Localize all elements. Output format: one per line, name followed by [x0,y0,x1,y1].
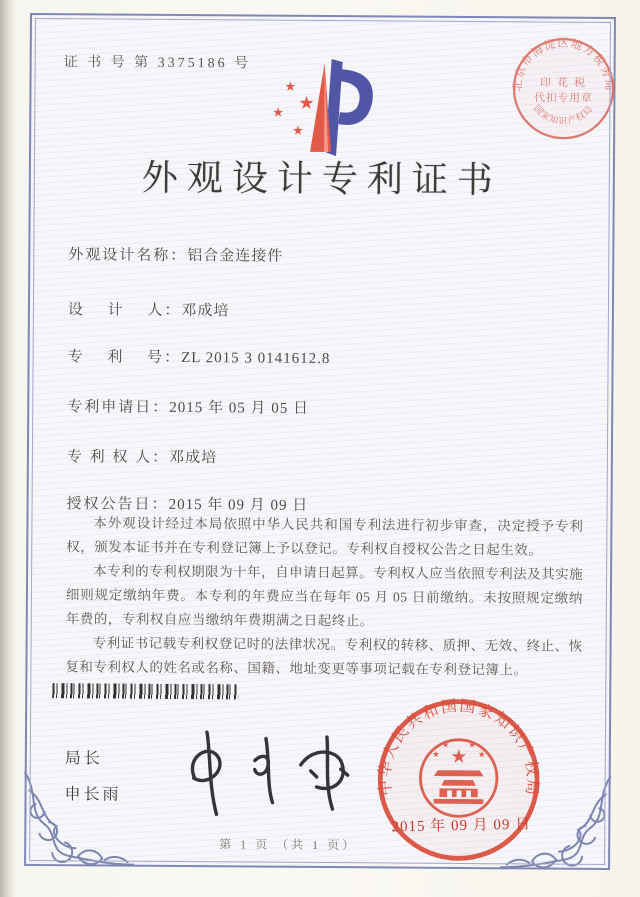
page-footer: 第 1 页 （共 1 页） [219,837,358,853]
tax-stamp-line2: 代扣专用章 [534,92,593,105]
signer-title: 局长 [64,750,103,768]
certificate-title: 外观设计专利证书 [141,157,502,201]
corner-flourish-icon [18,764,137,877]
legal-text [65,511,583,683]
svg-text:★: ★ [468,739,477,750]
svg-text:★: ★ [292,122,304,138]
field-application-date: 专利申请日：2015 年 05 月 05 日 [67,399,310,417]
tax-stamp-line1: 印 花 税 [540,76,587,90]
svg-text:★: ★ [432,748,440,759]
tax-stamp-arc-bottom: 国家知识产权局 [531,103,595,126]
cnipa-patent-logo-icon [254,55,395,161]
certificate-fields [66,233,588,514]
tax-withholding-stamp [509,34,618,143]
certificate-number: 证 书 号 第 3375186 号 [63,55,252,72]
field-design-name: 外观设计名称：铝合金连接件 [68,247,284,265]
field-patent-number: 专 利 号：ZL 2015 3 0141612.8 [67,349,331,368]
svg-text:★: ★ [441,739,450,750]
corner-flourish-icon [498,767,617,880]
field-designer: 设 计 人：邓成培 [67,302,230,320]
paragraph-2: 本专利的专利权期限为十年，自申请日起算。专利权人应当依照专利法及其实施细则规定缴纳年费。本专利的年费应当在每年 05 月 05 日前缴纳。未按照规定缴纳年费的，专利权自应当缴纳年费期满之日起终止。 [65,563,584,629]
svg-text:★: ★ [272,104,285,120]
certificate-frame [24,13,616,870]
paragraph-3: 专利证书记载专利权登记时的法律状况。专利权的转移、质押、无效、终止、恢复和专利权人的姓名或名称、国籍、地址变更等事项记载在专利登记簿上。 [65,635,583,678]
svg-text:★: ★ [450,746,468,768]
director-signature [166,726,377,822]
field-grant-date: 授权公告日：2015 年 09 月 09 日 [66,496,309,514]
seal-date: 2015 年 09 月 09 日 [391,816,532,836]
svg-text:★: ★ [477,749,486,760]
svg-text:★: ★ [298,92,315,113]
svg-text:★: ★ [284,78,297,94]
signer-name: 申长雨 [64,786,122,804]
tax-stamp-arc-top: 北京市海淀区地方税务局 [511,37,616,93]
paragraph-1: 本外观设计经过本局依照中华人民共和国专利法进行初步审查，决定授予专利权，颁发本证书并在专利登记簿上予以登记。专利权自授权公告之日起生效。 [66,515,584,558]
barcode [52,683,238,699]
seal-org-text: 中华人民共和国国家知识产权局 [376,697,541,798]
field-patentee: 专 利 权 人：邓成培 [66,449,218,467]
